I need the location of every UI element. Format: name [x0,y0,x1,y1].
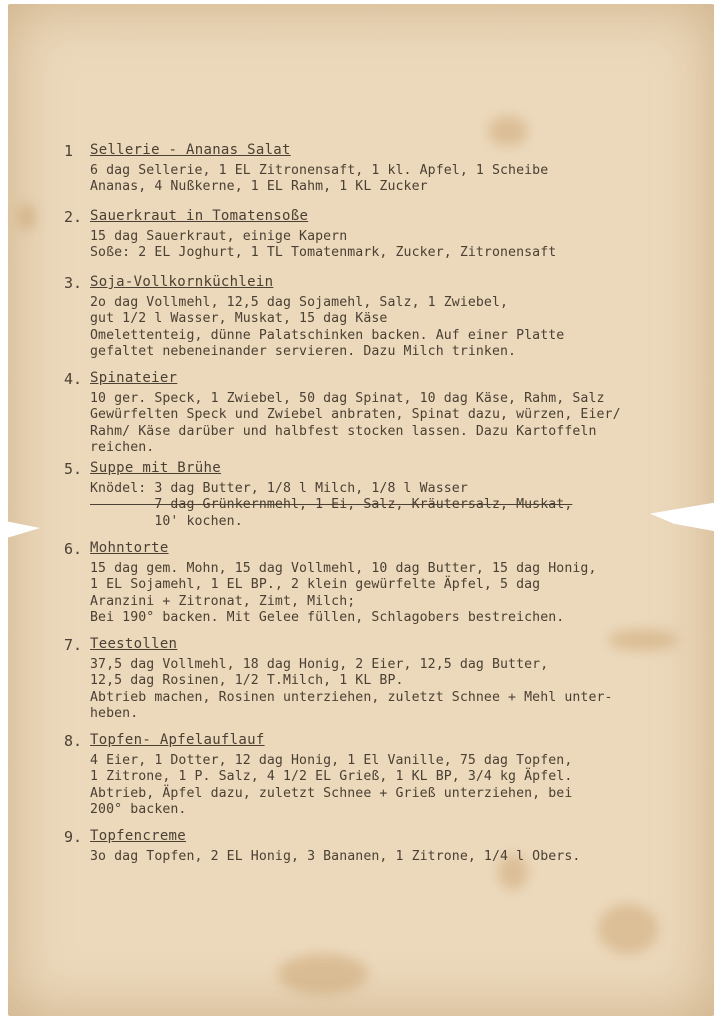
recipe-line: Abtrieb, Äpfel dazu, zuletzt Schnee + Grieß unterziehen, bei [90,785,573,801]
recipe-title: Sellerie - Ananas Salat [90,142,291,158]
recipe-number: 1 [64,142,74,160]
recipe-line: 7 dag Grünkernmehl, 1 Ei, Salz, Kräutersalz, Muskat, [90,497,573,513]
recipe-title: Topfencreme [90,828,187,844]
recipe-text [90,163,548,196]
recipe-title: Sauerkraut in Tomatensoße [90,208,309,224]
recipe-line: Aranzini + Zitronat, Zimt, Milch; [90,593,356,609]
recipe-title: Teestollen [90,636,178,652]
recipe-line: 12,5 dag Rosinen, 1/2 T.Milch, 1 KL BP. [90,673,404,689]
recipe-line: Knödel: 3 dag Butter, 1/8 l Milch, 1/8 l Wasser [90,481,468,496]
recipe-number: 5. [64,460,83,478]
recipe-text [90,657,613,722]
recipe-line: 2o dag Vollmehl, 12,5 dag Sojamehl, Salz, 1 Zwiebel, [90,295,509,310]
recipe-number: 7. [64,636,83,654]
recipe-number: 6. [64,540,83,558]
recipe-number: 9. [64,828,83,846]
stain [608,629,678,651]
recipe-line: Rahm/ Käse darüber und halbfest stocken lassen. Dazu Kartoffeln [90,423,597,439]
recipe-line: 37,5 dag Vollmehl, 18 dag Honig, 2 Eier, 12,5 dag Butter, [90,657,549,672]
recipe-line: reichen. [90,439,155,455]
recipe-number: 3. [64,274,83,292]
recipe-line: 4 Eier, 1 Dotter, 12 dag Honig, 1 El Vanille, 75 dag Topfen, [90,753,573,768]
recipe-line: Omelettenteig, dünne Palatschinken backen. Auf einer Platte [90,327,565,343]
recipe-text [90,561,597,626]
recipe-title: Topfen- Apfelauflauf [90,732,265,748]
recipe-line: 3o dag Topfen, 2 EL Honig, 3 Bananen, 1 Zitrone, 1/4 l Obers. [90,849,581,864]
stain [18,204,36,230]
recipe-title: Soja-Vollkornküchlein [90,274,274,290]
recipe-text [90,295,564,360]
recipe-line: gefaltet nebeneinander servieren. Dazu Milch trinken. [90,343,517,359]
recipe-title: Spinateier [90,370,178,386]
recipe-line: Soße: 2 EL Joghurt, 1 TL Tomatenmark, Zucker, Zitronensaft [90,245,557,261]
recipe-line: 15 dag gem. Mohn, 15 dag Vollmehl, 10 dag Butter, 15 dag Honig, [90,561,597,576]
recipe-line: 1 Zitrone, 1 P. Salz, 4 1/2 EL Grieß, 1 KL BP, 3/4 kg Äpfel. [90,769,573,785]
recipe-text [90,753,572,818]
recipe-number: 4. [64,370,83,388]
recipe-line: gut 1/2 l Wasser, Muskat, 15 dag Käse [90,311,388,327]
recipe-number: 2. [64,208,83,226]
recipe-line: Bei 190° backen. Mit Gelee füllen, Schlagobers bestreichen. [90,609,565,625]
recipe-line: 10' kochen. [90,513,243,529]
recipe-line: Ananas, 4 Nußkerne, 1 EL Rahm, 1 KL Zucker [90,179,428,195]
recipe-text [90,481,572,530]
recipe-line: Abtrieb machen, Rosinen unterziehen, zuletzt Schnee + Mehl unter- [90,689,613,705]
recipe-title: Mohntorte [90,540,169,556]
recipe-text [90,229,556,262]
recipe-text [90,849,580,865]
recipe-title: Suppe mit Brühe [90,460,221,476]
recipe-line: Gewürfelten Speck und Zwiebel anbraten, Spinat dazu, würzen, Eier/ [90,407,621,423]
recipe-number: 8. [64,732,83,750]
stain [278,954,368,994]
recipe-line: 10 ger. Speck, 1 Zwiebel, 50 dag Spinat, 10 dag Käse, Rahm, Salz [90,391,605,406]
recipe-text [90,391,621,456]
stain [488,116,528,146]
recipe-line: 15 dag Sauerkraut, einige Kapern [90,229,348,244]
stain [598,904,658,954]
recipe-line: 6 dag Sellerie, 1 EL Zitronensaft, 1 kl. Apfel, 1 Scheibe [90,163,549,178]
recipe-line: 200° backen. [90,801,187,817]
recipe-line: heben. [90,705,139,721]
recipe-line: 1 EL Sojamehl, 1 EL BP., 2 klein gewürfelte Äpfel, 5 dag [90,577,541,593]
